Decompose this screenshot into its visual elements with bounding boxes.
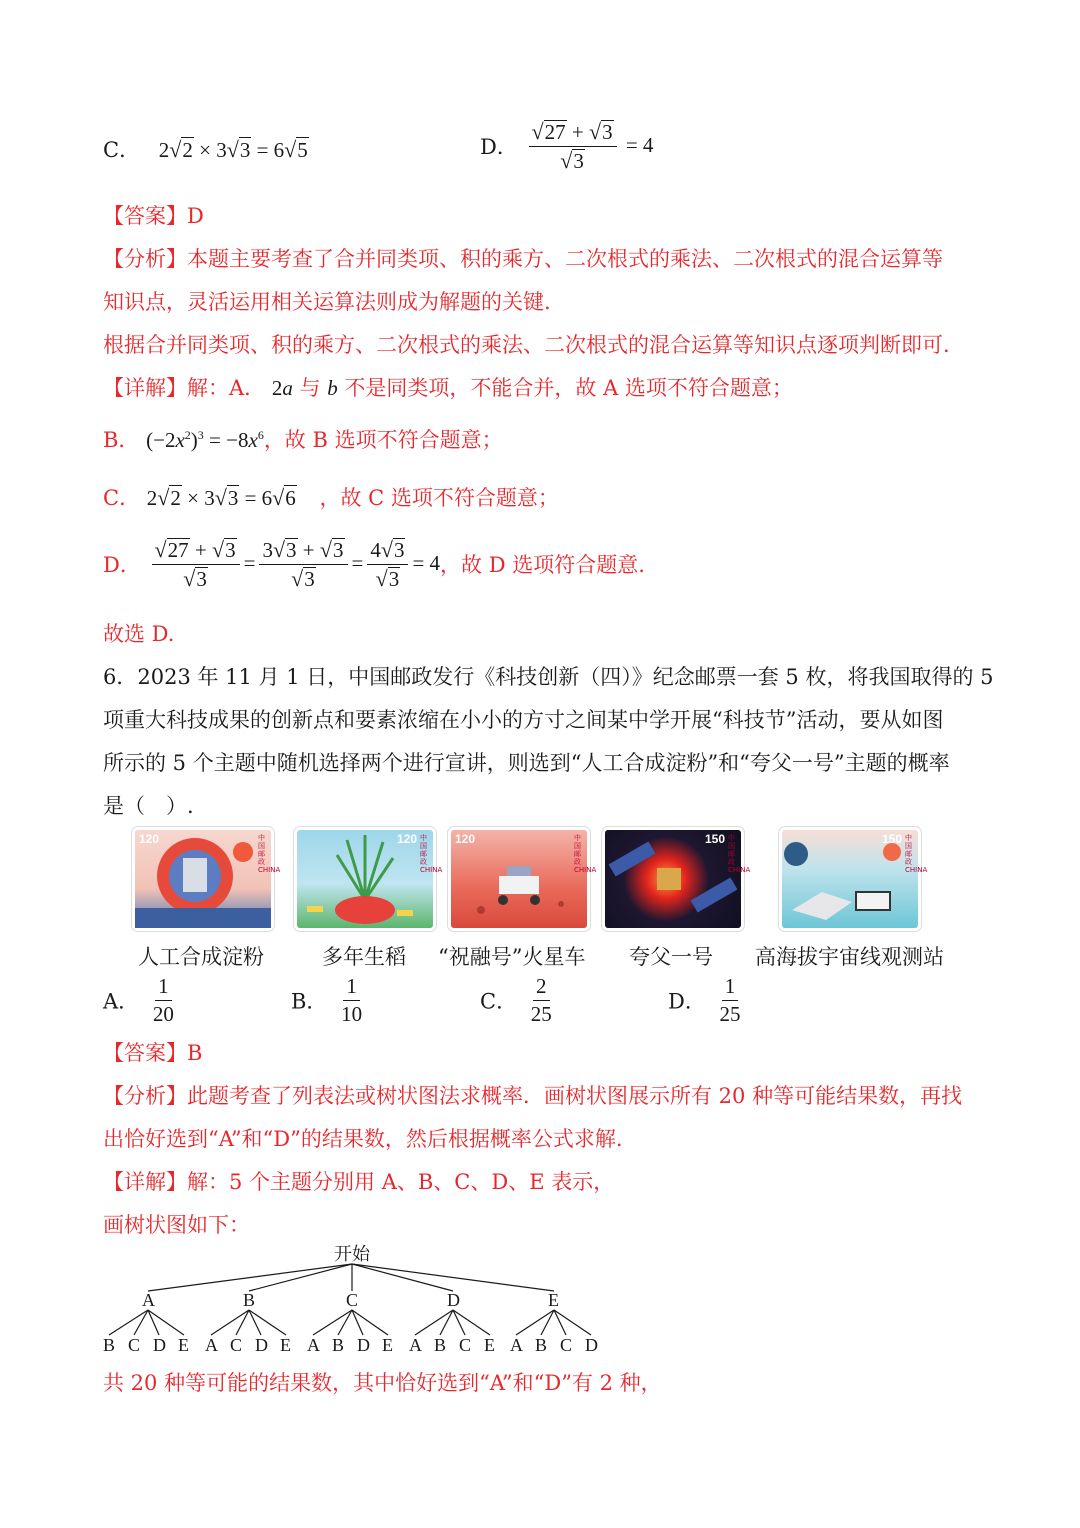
tree-leaf: E [280, 1335, 291, 1355]
q5-option-d-expr: √ 27 + √ 3 √ 3 = 4 [525, 133, 654, 157]
q5-conclusion: 故选 D. [103, 622, 175, 646]
stamp-caption-kuafu: 夸父一号 [629, 945, 713, 969]
tree-leaf: E [382, 1335, 393, 1355]
tree-node-c: C [346, 1290, 359, 1310]
stamp-zhurong-rover: 120 中国邮政 CHINA [451, 830, 587, 928]
tree-leaf: A [205, 1335, 218, 1355]
tree-leaf: C [560, 1335, 573, 1355]
stamp-caption-starch: 人工合成淀粉 [138, 945, 264, 969]
tree-node-b: B [243, 1290, 256, 1310]
q5-analysis-line1: 【分析】本题主要考查了合并同类项、积的乘方、二次根式的乘法、二次根式的混合运算等 [103, 247, 943, 271]
tree-leaf: E [178, 1335, 189, 1355]
q6-option-b: B． $\frac{1}{10}$ [291, 974, 363, 1027]
q6-detail-line2: 画树状图如下： [103, 1213, 250, 1237]
q5-detail-d: D． √ 27 + √ 3 √ 3 = 3 √ 3 + √ 3 √ 3 = 4 √ 3 √ 3 = 4，故 D 选项符合题意. [103, 537, 645, 592]
stamp-kuafu-1: 150 中国邮政 CHINA [605, 830, 741, 928]
q6-option-c: C． $\frac{2}{25}$ [480, 974, 552, 1027]
tree-leaf: D [585, 1335, 598, 1355]
q6-stem-line2: 项重大科技成果的创新点和要素浓缩在小小的方寸之间某中学开展“科技节”活动，要从如图 [103, 708, 944, 732]
tree-leaf: C [459, 1335, 472, 1355]
q5-answer: 【答案】D [103, 204, 204, 228]
q6-result-line: 共 20 种等可能的结果数，其中恰好选到“A”和“D”有 2 种， [103, 1371, 662, 1395]
q6-stem-line1: 6．2023 年 11 月 1 日，中国邮政发行《科技创新（四）》纪念邮票一套 5 枚，将我国取得的 5 [103, 665, 994, 689]
q5-analysis-line2: 知识点，灵活运用相关运算法则成为解题的关键. [103, 290, 551, 314]
tree-node-e: E [548, 1290, 559, 1310]
q5-option-c: C． 2 √ 2 × 3 √ 3 = 6 √ 5 [103, 137, 308, 162]
q6-detail-line1: 【详解】解：5 个主题分别用 A、B、C、D、E 表示， [103, 1170, 615, 1194]
tree-leaf: D [255, 1335, 268, 1355]
stamp-perennial-rice: 120 中国邮政 CHINA [297, 830, 433, 928]
q6-option-d: D． $\frac{1}{25}$ [668, 974, 741, 1027]
stamp-caption-rover: “祝融号”火星车 [438, 945, 586, 969]
q5-option-c-expr: 2 √ 2 × 3 √ 3 = 6 √ 5 [158, 137, 308, 162]
stamp-caption-rice: 多年生稻 [322, 945, 406, 969]
tree-leaf: C [230, 1335, 243, 1355]
q6-option-a: A． $\frac{1}{20}$ [103, 974, 174, 1027]
tree-leaf: A [307, 1335, 320, 1355]
q6-answer: 【答案】B [103, 1041, 203, 1065]
q6-stem-line3: 所示的 5 个主题中随机选择两个进行宣讲，则选到“人工合成淀粉”和“夸父一号”主题的概率 [103, 751, 950, 775]
q6-analysis-line1: 【分析】此题考查了列表法或树状图法求概率．画树状图展示所有 20 种等可能结果数，再找 [103, 1084, 963, 1108]
tree-node-a: A [142, 1290, 155, 1310]
tree-leaf: B [535, 1335, 548, 1355]
tree-leaf: B [434, 1335, 447, 1355]
q5-option-d: D． √ 27 + √ 3 √ 3 = 4 [480, 119, 654, 174]
stamp-caption-lhaaso: 高海拔宇宙线观测站 [755, 945, 944, 969]
tree-root: 开始 [334, 1244, 370, 1265]
stamp-artificial-starch: 120 中国邮政 CHINA [135, 830, 271, 928]
q5-detail-b: B． $(-2x^2)^3 = -8x^6$，故 B 选项不符合题意； [103, 428, 503, 452]
q6-analysis-line2: 出恰好选到“A”和“D”的结果数，然后根据概率公式求解. [103, 1127, 623, 1151]
tree-leaf: E [484, 1335, 495, 1355]
q5-detail-a: 【详解】解：A． 2a 与 b 不是同类项，不能合并，故 A 选项不符合题意； [103, 376, 793, 400]
stamp-lhaaso: 150 中国邮政 CHINA [782, 830, 918, 928]
tree-node-d: D [447, 1290, 460, 1310]
tree-leaf: D [357, 1335, 370, 1355]
q5-analysis-line3: 根据合并同类项、积的乘方、二次根式的乘法、二次根式的混合运算等知识点逐项判断即可. [103, 333, 950, 357]
tree-leaf: D [153, 1335, 166, 1355]
tree-leaf: B [103, 1335, 116, 1355]
q6-stem-line4: 是（ ）. [103, 794, 194, 818]
tree-leaf: C [128, 1335, 141, 1355]
tree-leaf: A [510, 1335, 523, 1355]
q5-detail-c: C． 2 √ 2 × 3 √ 3 = 6 √ 6 ，故 C 选项不符合题意； [103, 485, 559, 510]
tree-leaf: A [409, 1335, 422, 1355]
tree-leaf: B [332, 1335, 345, 1355]
